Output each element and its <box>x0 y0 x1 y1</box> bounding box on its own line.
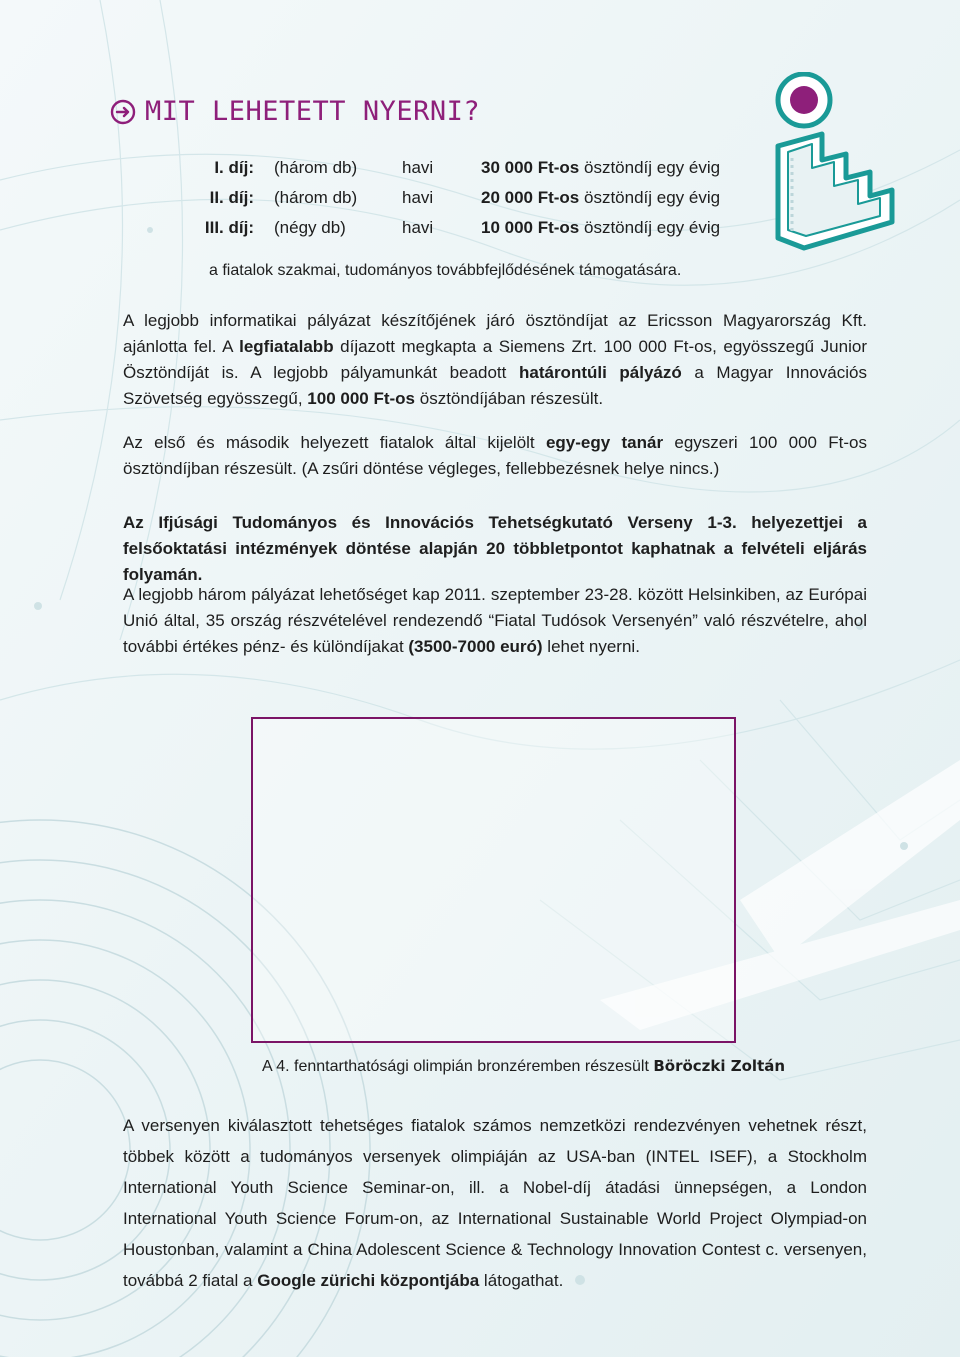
prize-count: (három db) <box>274 158 358 177</box>
prize-purpose: a fiatalok szakmai, tudományos továbbfejlődésének támogatására. <box>209 262 682 279</box>
prize-amount: 30 000 Ft-os ösztöndíj egy évig <box>481 158 721 177</box>
section-heading <box>110 96 480 127</box>
prize-amount: 20 000 Ft-os ösztöndíj egy évig <box>481 188 721 207</box>
photo-frame <box>251 717 736 1043</box>
prize-frequency: havi <box>402 218 434 237</box>
prize-frequency: havi <box>402 188 434 207</box>
paragraph-international: A versenyen kiválasztott tehetséges fiatalok számos nemzetközi rendezvényen vehetnek részt, többek között a tudományos versenyek olimpiáján az USA-ban (INTEL ISEF), a Stockholm International Youth Science Seminar-on, ill. a Nobel-díj átadási ünnepségen, a London International Youth Science Forum-on, az International Sustainable World Project Olympiad-on Houstonban, valamint a China Adolescent Science & Technology Innovation Contest c. versenyen, továbbá 2 fiatal a Google zürichi központjába látogathat. <box>123 1116 867 1290</box>
paragraph-sponsors: A legjobb informatikai pályázat készítőjének járó ösztöndíjat az Ericsson Magyarország Kft. ajánlotta fel. A legfiatalabb díjazott megkapta a Siemens Zrt. 100 000 Ft-os, egyösszegű Junior Ösztöndíját is. A legjobb pályamunkát beadott határontúli pályázó a Magyar Innovációs Szövetség egyösszegű, 100 000 Ft-os ösztöndíjában részesült. <box>123 311 867 408</box>
photo-caption: A 4. fenntarthatósági olimpián bronzéremben részesült Böröczki Zoltán <box>262 1057 786 1075</box>
caption-name: Böröczki Zoltán <box>653 1057 786 1075</box>
prize-frequency: havi <box>402 158 434 177</box>
prize-count: (három db) <box>274 188 358 207</box>
prize-rank: III. díj: <box>204 218 254 237</box>
paragraph-admission-points: Az Ifjúsági Tudományos és Innovációs Tehetségkutató Verseny 1-3. helyezettjei a felsőoktatási intézmények döntése alapján 20 többletpontot kaphatnak a felvételi eljárás folyamán. <box>123 513 867 584</box>
prize-rank: II. díj: <box>209 188 254 207</box>
prize-rank: I. díj: <box>214 158 254 177</box>
paragraph-helsinki: A legjobb három pályázat lehetőséget kap 2011. szeptember 23-28. között Helsinkiben, az Európai Unió által, 35 ország részvételével rendezendő “Fiatal Tudósok Versenyén” való részvételre, ahol további értékes pénz- és különdíjakat (3500-7000 euró) lehet nyerni. <box>123 585 867 656</box>
paragraph-teachers: Az első és második helyezett fiatalok által kijelölt egy-egy tanár egyszeri 100 000 Ft-os ösztöndíjban részesült. (A zsűri döntése végleges, fellebbezésnek helye nincs.) <box>123 433 867 478</box>
section-title: MIT LEHETETT NYERNI? <box>145 96 481 127</box>
prize-count: (négy db) <box>274 218 346 237</box>
arrow-right-circle-icon <box>110 99 136 125</box>
prize-amount: 10 000 Ft-os ösztöndíj egy évig <box>481 218 721 237</box>
staircase-logo-icon <box>768 72 908 257</box>
